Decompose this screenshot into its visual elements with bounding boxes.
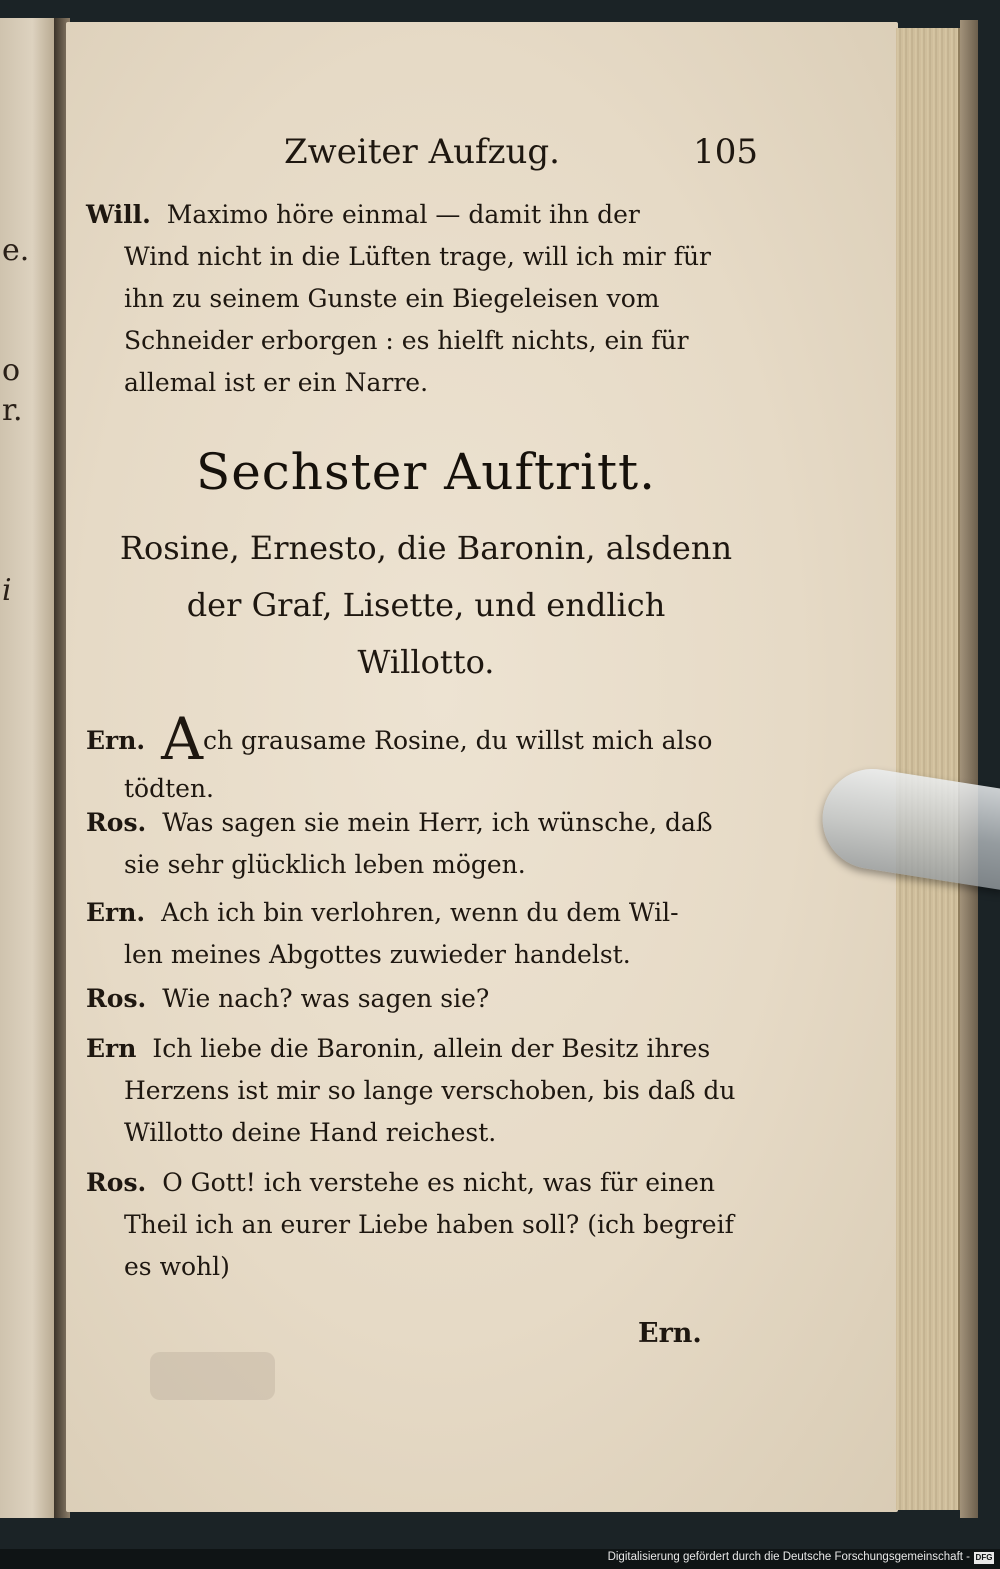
speaker-label: Ern. <box>86 726 146 755</box>
margin-fragment: r. <box>2 393 23 428</box>
speech-line: len meines Abgottes zuwieder handelst. <box>124 940 631 969</box>
speech-line: tödten. <box>124 774 214 803</box>
speech-line: Herzens ist mir so lange verschoben, bis daß du <box>124 1076 736 1105</box>
line-text: Was sagen sie mein Herr, ich wünsche, daß <box>162 808 713 837</box>
speaker-label: Will. <box>86 200 151 229</box>
cast-list <box>86 520 766 691</box>
speech-rosine <box>86 978 766 1020</box>
speech-line: allemal ist er ein Narre. <box>124 368 429 397</box>
speaker-label: Ros. <box>86 808 147 837</box>
speech-rosine <box>86 1162 766 1288</box>
speech-line <box>86 200 640 229</box>
line-text: Ich liebe die Baronin, allein der Besitz ihres <box>152 1034 711 1063</box>
speaker-label: Ern. <box>86 898 146 927</box>
speech-line <box>86 1168 715 1197</box>
dfg-logo-icon: DFG <box>975 1553 993 1562</box>
header-title: Zweiter Aufzug. <box>284 132 560 172</box>
speech-line: Theil ich an eurer Liebe haben soll? (ich begreif <box>124 1210 734 1239</box>
cover-edge <box>960 20 978 1518</box>
speech-line <box>86 984 489 1013</box>
catchword: Ern. <box>638 1318 702 1349</box>
drop-cap: A <box>161 705 203 773</box>
margin-fragment: e. <box>2 233 30 268</box>
paper-stain <box>150 1352 275 1400</box>
speech-ernesto <box>86 705 766 810</box>
speech-line: es wohl) <box>124 1252 230 1281</box>
speaker-label: Ros. <box>86 984 147 1013</box>
speech-line: ihn zu seinem Gunste ein Biegeleisen vom <box>124 284 660 313</box>
scene-heading: Sechster Auftritt. <box>195 443 657 501</box>
speech-line: sie sehr glücklich leben mögen. <box>124 850 526 879</box>
cast-line: der Graf, Lisette, und endlich <box>186 586 666 624</box>
line-text: O Gott! ich verstehe es nicht, was für einen <box>162 1168 715 1197</box>
speech-ernesto <box>86 892 766 976</box>
line-text: Ach ich bin verlohren, wenn du dem Wil- <box>161 898 679 927</box>
speech-line <box>86 1034 710 1063</box>
line-text: ch grausame Rosine, du willst mich also <box>202 726 713 755</box>
speech-ernesto <box>86 1028 766 1154</box>
speech-line <box>86 898 679 927</box>
line-text: Wie nach? was sagen sie? <box>162 984 490 1013</box>
speech-line <box>86 808 713 837</box>
page-fore-edge <box>896 28 962 1510</box>
speech-willotto <box>86 194 766 404</box>
speaker-label: Ros. <box>86 1168 147 1197</box>
margin-fragment: o <box>2 353 21 388</box>
footer-bar <box>0 1549 1000 1569</box>
speech-line: Schneider erborgen : es hielft nichts, ein für <box>124 326 689 355</box>
speaker-label: Ern <box>86 1034 137 1063</box>
funding-credit: Digitalisierung gefördert durch die Deutsche Forschungsgemeinschaft - <box>607 1551 970 1563</box>
page-number: 105 <box>693 132 758 172</box>
speech-rosine <box>86 802 766 886</box>
cast-line: Willotto. <box>357 643 495 681</box>
line-text: Maximo höre einmal — damit ihn der <box>166 200 640 229</box>
running-header <box>284 132 764 172</box>
cast-line: Rosine, Ernesto, die Baronin, alsdenn <box>119 529 733 567</box>
previous-page-edge <box>0 18 57 1518</box>
speech-line: Willotto deine Hand reichest. <box>124 1118 497 1147</box>
speech-line <box>86 705 713 773</box>
margin-fragment: i <box>2 573 12 608</box>
speech-line: Wind nicht in die Lüften trage, will ich mir für <box>124 242 711 271</box>
